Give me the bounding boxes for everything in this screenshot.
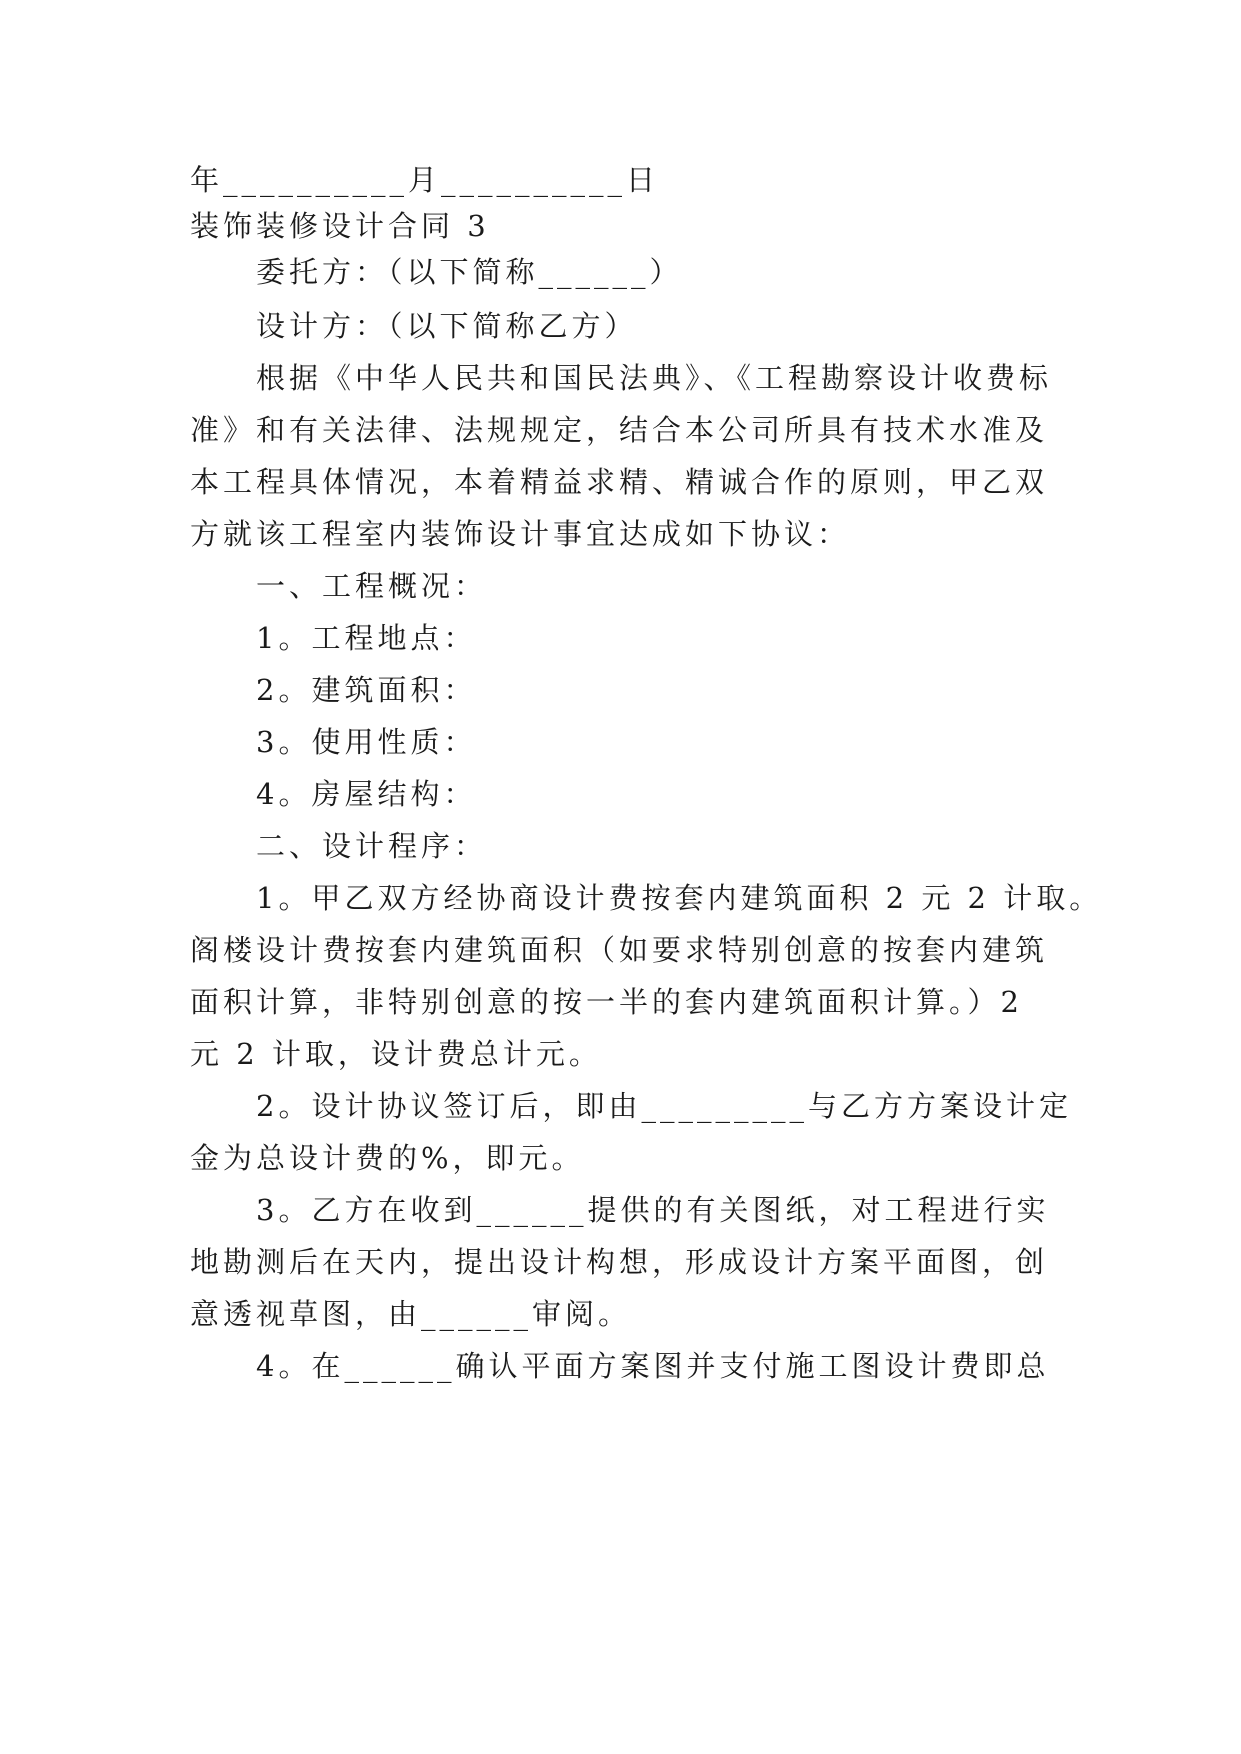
paragraph-line: 方就该工程室内装饰设计事宜达成如下协议： [190, 517, 851, 551]
list-item: 2。建筑面积： [256, 673, 477, 707]
paragraph-line: 1。甲乙双方经协商设计费按套内建筑面积 2 元 2 计取。 [256, 881, 1103, 915]
paragraph-line: 4。在______确认平面方案图并支付施工图设计费即总 [256, 1349, 1050, 1383]
paragraph-line: 准》和有关法律、法规规定，结合本公司所具有技术水准及 [190, 413, 1049, 447]
list-item: 1。工程地点： [256, 621, 477, 655]
paragraph-line: 金为总设计费的%，即元。 [190, 1141, 585, 1175]
paragraph-line: 3。乙方在收到______提供的有关图纸，对工程进行实 [256, 1193, 1050, 1227]
paragraph-line: 阁楼设计费按套内建筑面积（如要求特别创意的按套内建筑 [190, 933, 1049, 967]
section-heading: 一、工程概况： [256, 569, 488, 603]
designer-party-line: 设计方：（以下简称乙方） [256, 309, 638, 343]
paragraph-line: 面积计算，非特别创意的按一半的套内建筑面积计算。）2 [190, 985, 1023, 1019]
paragraph-line: 本工程具体情况，本着精益求精、精诚合作的原则，甲乙双 [190, 465, 1049, 499]
paragraph-line: 2。设计协议签订后，即由_________与乙方方案设计定 [256, 1089, 1072, 1123]
client-party-line: 委托方：（以下简称______） [256, 255, 683, 289]
list-item: 3。使用性质： [256, 725, 477, 759]
contract-title: 装饰装修设计合同 3 [190, 209, 490, 243]
list-item: 4。房屋结构： [256, 777, 477, 811]
paragraph-line: 意透视草图，由______审阅。 [190, 1297, 632, 1331]
paragraph-line: 根据《中华人民共和国民法典》、《工程勘察设计收费标 [256, 361, 1053, 395]
paragraph-line: 地勘测后在天内，提出设计构想，形成设计方案平面图，创 [190, 1245, 1049, 1279]
date-line: 年__________月__________日 [190, 163, 660, 197]
section-heading: 二、设计程序： [256, 829, 488, 863]
paragraph-line: 元 2 计取，设计费总计元。 [190, 1037, 602, 1071]
